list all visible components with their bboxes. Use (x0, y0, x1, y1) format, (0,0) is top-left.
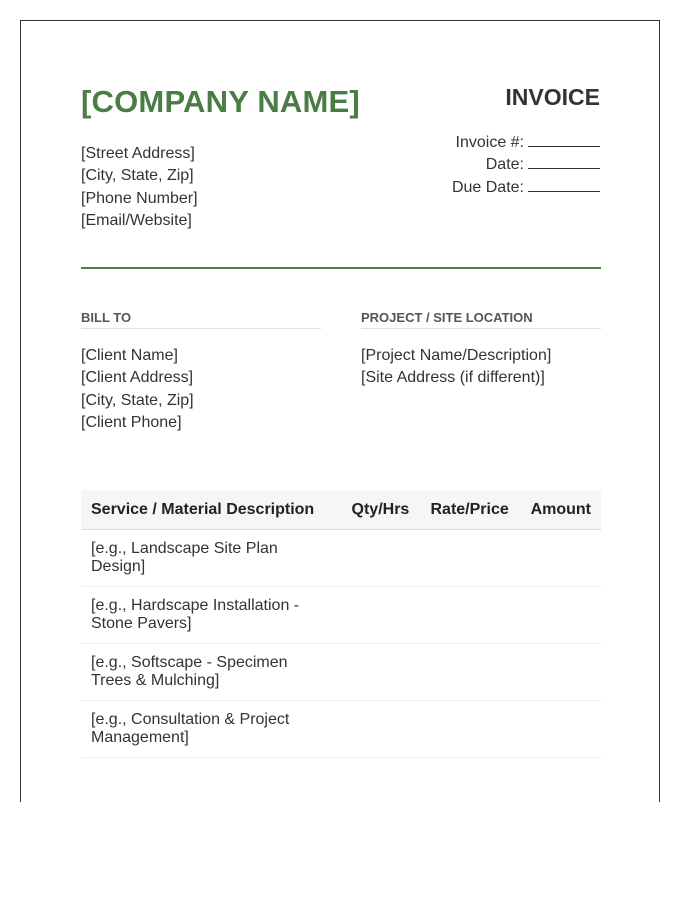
invoice-page (20, 20, 660, 802)
row-amount (519, 644, 601, 701)
header-divider (81, 267, 601, 269)
project-name: [Project Name/Description] (361, 347, 552, 364)
row-amount (519, 530, 601, 587)
row-description: [e.g., Landscape Site Plan Design] (81, 530, 341, 587)
line-items-table (81, 490, 601, 758)
invoice-date-field[interactable] (528, 154, 600, 169)
table-row (81, 701, 601, 758)
table-row (81, 530, 601, 587)
invoice-title: INVOICE (505, 84, 600, 110)
row-rate (420, 644, 520, 701)
column-header-amount: Amount (519, 490, 601, 530)
row-rate (420, 530, 520, 587)
table-row (81, 644, 601, 701)
row-qty (341, 587, 420, 644)
company-city: [City, State, Zip] (81, 167, 194, 185)
invoice-meta-block (452, 132, 600, 199)
client-phone: [Client Phone] (81, 413, 182, 431)
row-qty (341, 701, 420, 758)
site-location-heading: PROJECT / SITE LOCATION (361, 310, 601, 329)
row-rate (420, 701, 520, 758)
row-rate (420, 587, 520, 644)
invoice-due-date-row (452, 177, 600, 199)
company-address-block (81, 143, 198, 232)
row-description: [e.g., Softscape - Specimen Trees & Mulching] (81, 644, 341, 701)
row-qty (341, 530, 420, 587)
invoice-number-field[interactable] (528, 132, 600, 147)
column-header-rate: Rate/Price (420, 490, 520, 530)
table-row (81, 587, 601, 644)
invoice-due-date-label: Due Date: (451, 178, 524, 196)
bill-to-block (81, 345, 194, 434)
client-name: [Client Name] (81, 347, 178, 364)
invoice-number-label: Invoice #: (455, 134, 524, 151)
invoice-date-row (452, 154, 600, 176)
row-description: [e.g., Consultation & Project Management] (81, 701, 341, 758)
row-amount (519, 701, 601, 758)
invoice-due-date-field[interactable] (528, 177, 600, 192)
company-phone: [Phone Number] (81, 189, 198, 207)
company-email: [Email/Website] (81, 211, 192, 229)
company-name: [COMPANY NAME] (81, 84, 360, 119)
bill-to-heading: BILL TO (81, 310, 321, 329)
row-amount (519, 587, 601, 644)
table-header-row (81, 490, 601, 530)
invoice-number-row (452, 132, 600, 154)
client-address: [Client Address] (81, 369, 194, 387)
row-description: [e.g., Hardscape Installation - Stone Pavers] (81, 587, 341, 644)
company-street: [Street Address] (81, 145, 195, 162)
row-qty (341, 644, 420, 701)
site-address: [Site Address (if different)] (361, 369, 545, 387)
column-header-description: Service / Material Description (81, 490, 341, 530)
column-header-qty: Qty/Hrs (341, 490, 420, 530)
invoice-date-label: Date: (485, 156, 524, 174)
site-location-block (361, 345, 551, 390)
client-city: [City, State, Zip] (81, 391, 194, 409)
